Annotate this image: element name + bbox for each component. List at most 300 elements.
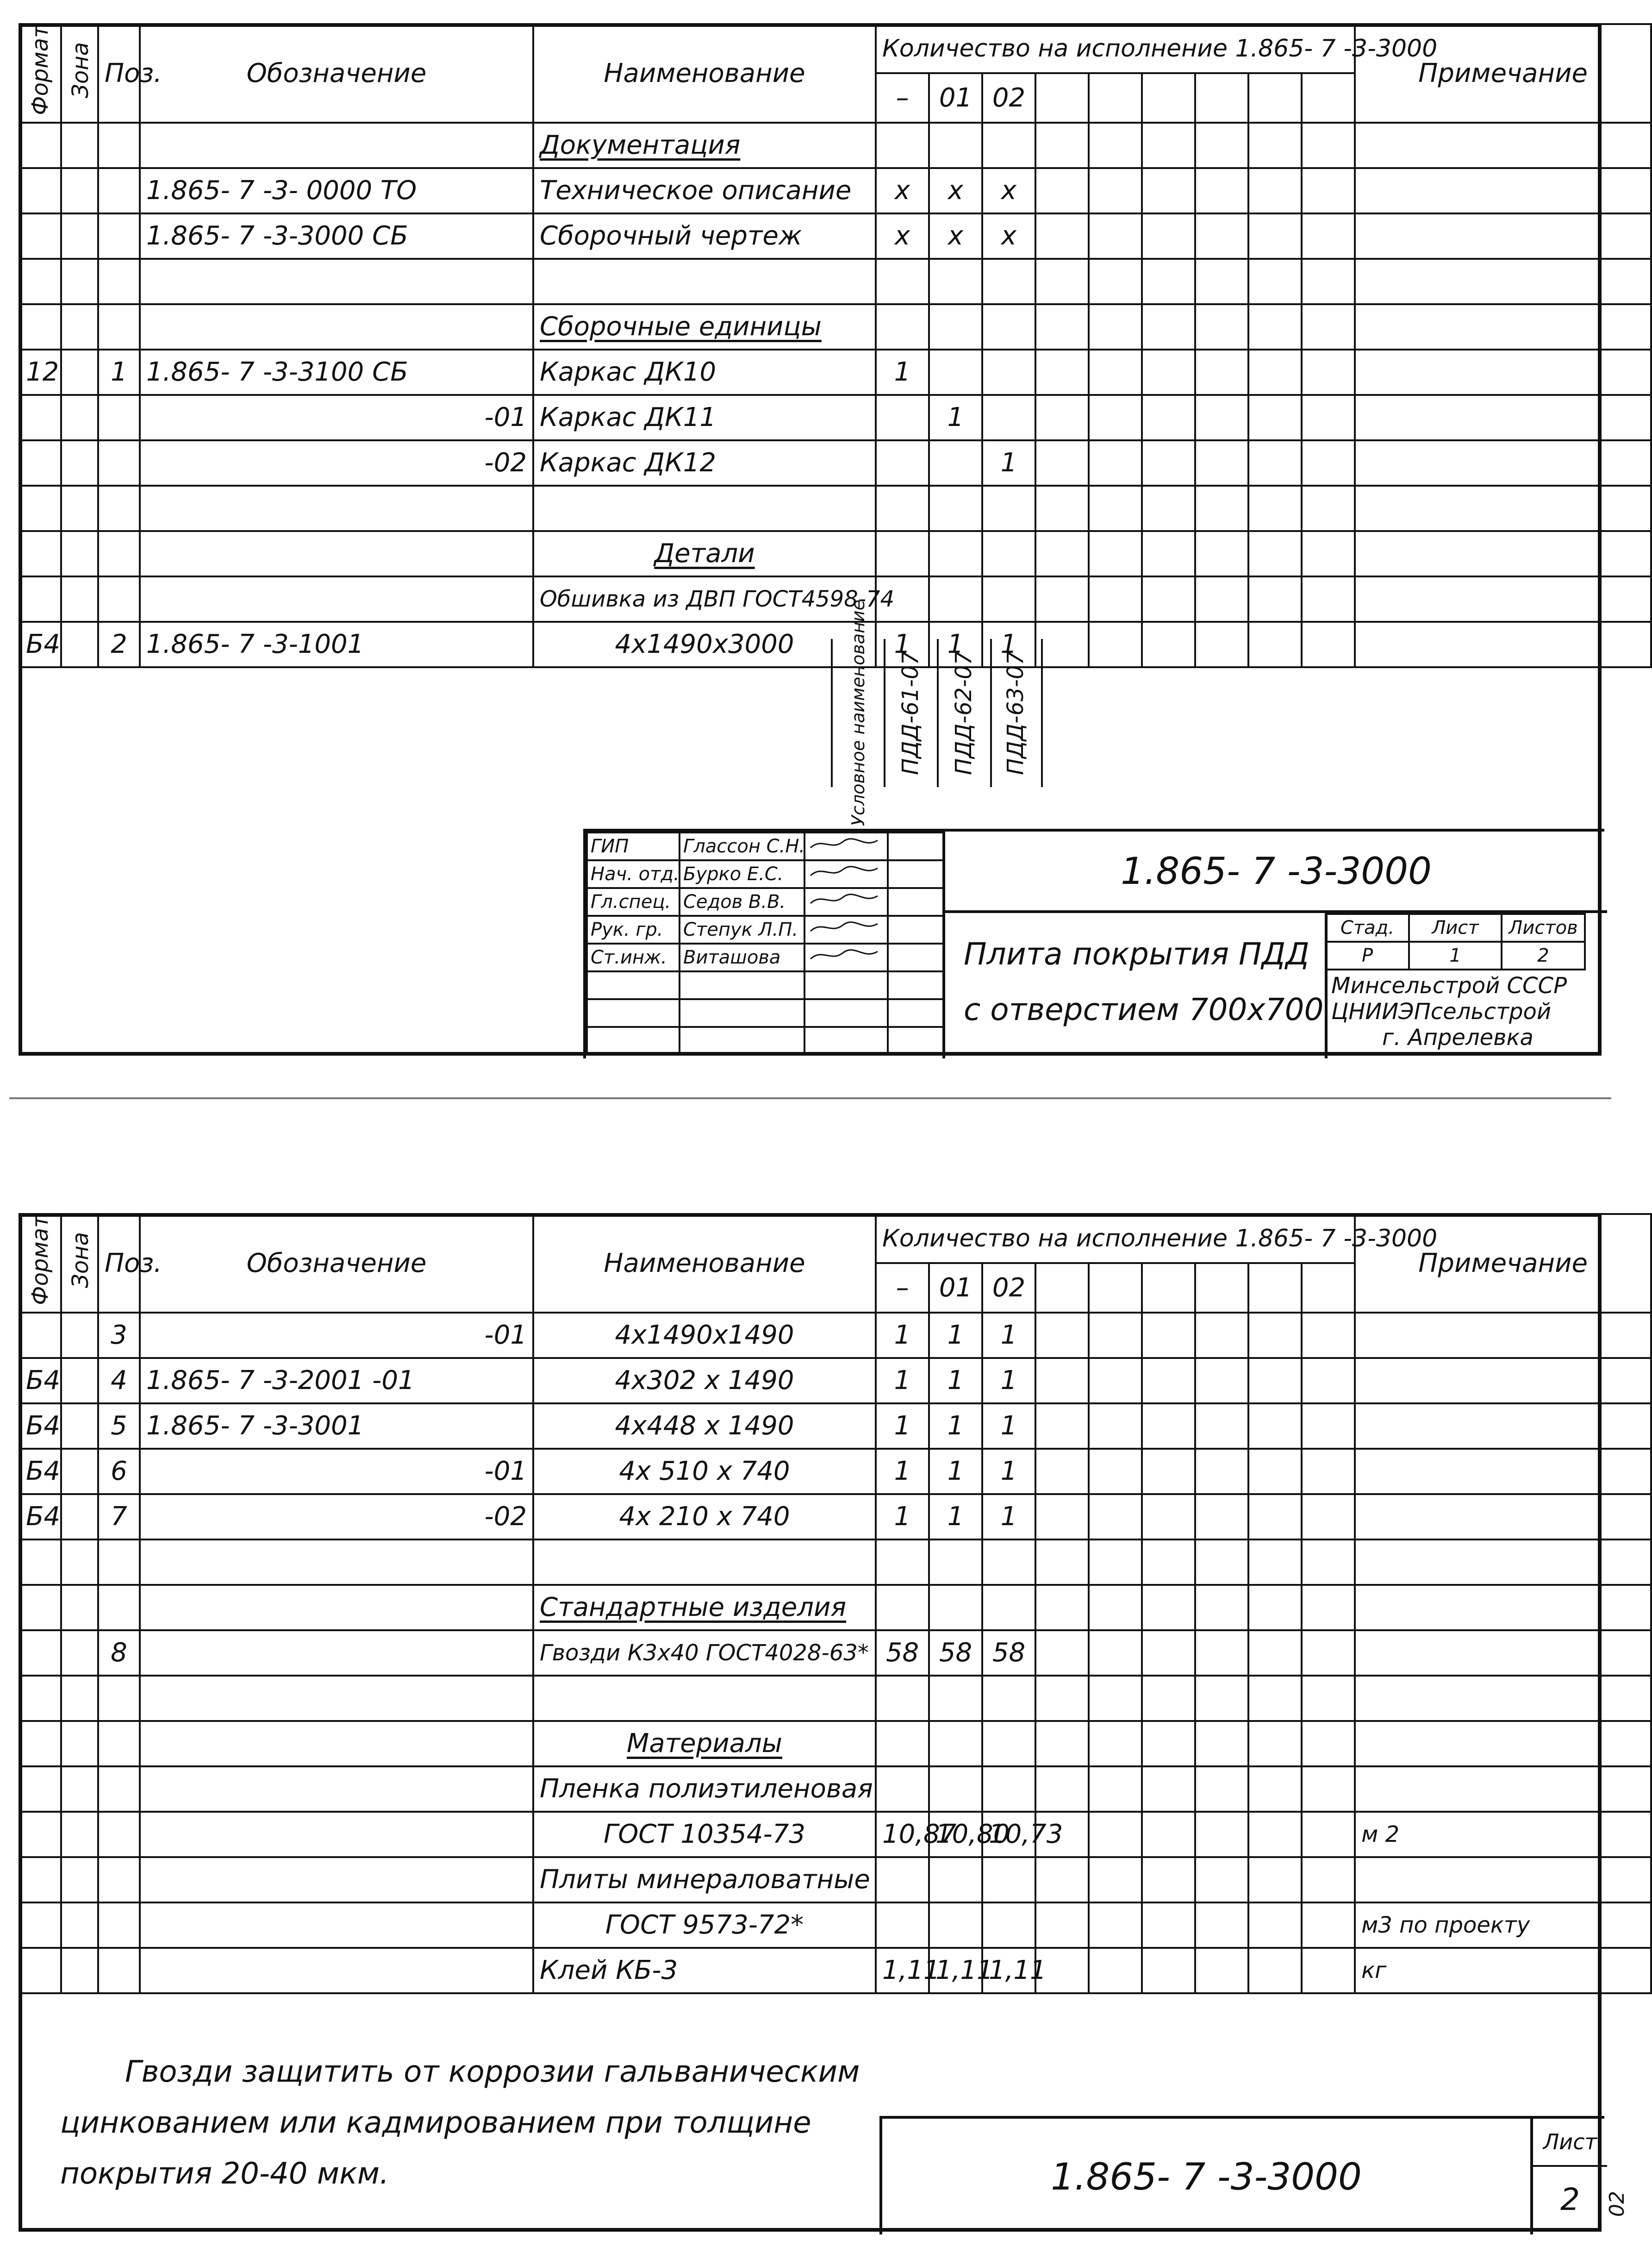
col-quantity-header: Количество на исполнение 1.865- 7 -3-3000 <box>876 24 1355 73</box>
cell-qty <box>876 1539 929 1585</box>
name-cell <box>680 1027 804 1055</box>
cell-position: 4 <box>98 1358 140 1403</box>
cell-zone <box>61 304 98 350</box>
cell-qty <box>929 576 982 622</box>
cell-designation: 1.865- 7 -3-3100 СБ <box>140 350 533 395</box>
cell-qty <box>929 123 982 168</box>
title-block-2 <box>879 2116 1604 2234</box>
col-pos-header: Поз. <box>98 24 140 123</box>
name-cell <box>680 971 804 999</box>
cell-position <box>98 1948 140 1993</box>
cell-format <box>19 1585 61 1630</box>
cell-designation: 1.865- 7 -3-2001 -01 <box>140 1358 533 1403</box>
col-zone-header: Зона <box>68 42 94 98</box>
signature-cell <box>804 888 888 916</box>
cell-note <box>1355 1313 1651 1358</box>
cell-position <box>98 213 140 259</box>
cell-format <box>19 1539 61 1585</box>
signatures-table <box>586 832 944 1056</box>
name-cell: Бурко Е.С. <box>680 860 804 888</box>
date-cell <box>888 832 943 860</box>
cell-designation <box>140 123 533 168</box>
cell-note <box>1355 168 1651 213</box>
cell-qty <box>876 304 929 350</box>
table-row <box>19 213 1651 259</box>
cell-zone <box>61 350 98 395</box>
cell-qty <box>982 1721 1035 1766</box>
col-designation-header: Обозначение <box>140 24 533 123</box>
document-number: 1.865- 7 -3-3000 <box>1121 849 1432 893</box>
cell-qty: 1 <box>876 1313 929 1358</box>
cell-note <box>1355 440 1651 486</box>
cell-qty: x <box>982 168 1035 213</box>
cell-designation: -01 <box>140 1313 533 1358</box>
cell-zone <box>61 1585 98 1630</box>
cell-designation: 1.865- 7 -3-3001 <box>140 1403 533 1449</box>
cell-format <box>19 576 61 622</box>
cell-qty <box>982 304 1035 350</box>
conditional-value: ПДД-63-07 <box>1003 651 1029 775</box>
role-cell: Рук. гр. <box>587 916 680 944</box>
table-row <box>19 1812 1651 1857</box>
signature-cell <box>804 999 888 1027</box>
footnote-line: цинкованием или кадмированием при толщине <box>60 2106 811 2140</box>
sheet-value: 2 <box>1560 2181 1580 2217</box>
cell-zone <box>61 576 98 622</box>
table-row <box>19 1630 1651 1676</box>
cell-position: 1 <box>98 350 140 395</box>
cell-name: ГОСТ 9573-72* <box>533 1902 876 1948</box>
cell-name: Каркас ДК11 <box>533 395 876 440</box>
variant-header: 01 <box>929 73 982 122</box>
table-row <box>19 1948 1651 1993</box>
table-row <box>19 1494 1651 1539</box>
cell-format: Б4 <box>19 1403 61 1449</box>
cell-note: кг <box>1355 1948 1651 1993</box>
cell-qty <box>929 1902 982 1948</box>
cell-designation <box>140 259 533 304</box>
cell-qty <box>982 259 1035 304</box>
cell-designation: 1.865- 7 -3-1001 <box>140 622 533 667</box>
cell-qty: 1 <box>876 1494 929 1539</box>
cell-designation: 1.865- 7 -3- 0000 ТО <box>140 168 533 213</box>
cell-position <box>98 168 140 213</box>
cell-qty: 1,11 <box>929 1948 982 1993</box>
cell-format <box>19 486 61 531</box>
date-cell <box>888 860 943 888</box>
cell-qty: 1 <box>929 622 982 667</box>
document-title-line1: Плита покрытия ПДД <box>964 936 1309 972</box>
cell-name: Клей КБ-3 <box>533 1948 876 1993</box>
name-cell <box>680 999 804 1027</box>
cell-name: Пленка полиэтиленовая <box>533 1766 876 1812</box>
signature-cell <box>804 1027 888 1055</box>
cell-qty <box>982 576 1035 622</box>
cell-note <box>1355 1403 1651 1449</box>
variant-header: 02 <box>982 73 1035 122</box>
signature-cell <box>804 916 888 944</box>
date-cell <box>888 971 943 999</box>
cell-zone <box>61 486 98 531</box>
cell-designation: -02 <box>140 440 533 486</box>
cell-format <box>19 1721 61 1766</box>
cell-note <box>1355 1449 1651 1494</box>
signature-cell <box>804 971 888 999</box>
cell-position <box>98 123 140 168</box>
cell-zone <box>61 1721 98 1766</box>
table-row <box>19 486 1651 531</box>
cell-designation <box>140 531 533 576</box>
role-cell: Ст.инж. <box>587 944 680 971</box>
cell-note <box>1355 1721 1651 1766</box>
cell-designation <box>140 1630 533 1676</box>
cell-qty <box>982 395 1035 440</box>
role-cell <box>587 999 680 1027</box>
cell-format: Б4 <box>19 1494 61 1539</box>
cell-qty: x <box>876 213 929 259</box>
sheets-value: 2 <box>1502 942 1585 970</box>
cell-name: 4x 210 x 740 <box>533 1494 876 1539</box>
cell-qty: 1 <box>982 1403 1035 1449</box>
footnote <box>60 2046 860 2199</box>
cell-qty <box>929 1676 982 1721</box>
cell-qty <box>982 123 1035 168</box>
signature-scribble <box>808 835 882 853</box>
cell-qty <box>929 486 982 531</box>
cell-qty: 1 <box>876 350 929 395</box>
cell-name: 4x448 x 1490 <box>533 1403 876 1449</box>
table-row <box>19 1902 1651 1948</box>
cell-name <box>533 259 876 304</box>
header-row-1 <box>19 24 1651 73</box>
cell-qty <box>876 1721 929 1766</box>
cell-designation: 1.865- 7 -3-3000 СБ <box>140 213 533 259</box>
cell-position <box>98 440 140 486</box>
conditional-value: ПДД-61-07 <box>897 651 923 775</box>
header-row-1 <box>19 1214 1651 1263</box>
role-cell <box>587 971 680 999</box>
cell-qty: 1 <box>982 1449 1035 1494</box>
name-cell: Степук Л.П. <box>680 916 804 944</box>
cell-note <box>1355 304 1651 350</box>
cell-qty <box>929 1766 982 1812</box>
spec-rows-1 <box>19 123 1651 668</box>
cell-qty: 1 <box>982 1313 1035 1358</box>
cell-zone <box>61 1812 98 1857</box>
cell-zone <box>61 622 98 667</box>
cell-name: 4x1490x3000 <box>533 622 876 667</box>
cell-name: 4x 510 x 740 <box>533 1449 876 1494</box>
stage-value: Р <box>1326 942 1409 970</box>
conditional-names <box>831 600 1041 826</box>
cell-qty <box>982 350 1035 395</box>
cell-qty <box>876 1766 929 1812</box>
cell-designation: -02 <box>140 1494 533 1539</box>
signature-cell <box>804 860 888 888</box>
cell-name: 4x1490x1490 <box>533 1313 876 1358</box>
variant-header: 02 <box>982 1263 1035 1312</box>
table-row <box>19 123 1651 168</box>
cell-name: Каркас ДК12 <box>533 440 876 486</box>
cell-qty: 58 <box>929 1630 982 1676</box>
cell-zone <box>61 213 98 259</box>
cell-note <box>1355 350 1651 395</box>
cell-name: Каркас ДК10 <box>533 350 876 395</box>
table-row <box>19 168 1651 213</box>
date-cell <box>888 888 943 916</box>
table-row <box>19 440 1651 486</box>
cell-zone <box>61 1948 98 1993</box>
table-row <box>19 1585 1651 1630</box>
cell-position <box>98 1676 140 1721</box>
cell-designation <box>140 1585 533 1630</box>
cell-zone <box>61 168 98 213</box>
cell-qty: 1 <box>929 1403 982 1449</box>
cell-qty <box>982 1539 1035 1585</box>
cell-position: 8 <box>98 1630 140 1676</box>
cell-qty: 10,73 <box>982 1812 1035 1857</box>
cell-format: 12 <box>19 350 61 395</box>
cell-note <box>1355 1539 1651 1585</box>
cell-designation <box>140 1857 533 1902</box>
table-row <box>19 1721 1651 1766</box>
cell-qty: 1 <box>876 622 929 667</box>
cell-format <box>19 213 61 259</box>
footnote-line: Гвозди защитить от коррозии гальваническим <box>125 2055 860 2089</box>
cell-format <box>19 440 61 486</box>
org-line: Минсельстрой СССР <box>1331 973 1567 999</box>
table-row <box>19 1313 1651 1358</box>
cell-qty <box>876 486 929 531</box>
cell-designation <box>140 1948 533 1993</box>
col-zone-header: Зона <box>68 1232 94 1288</box>
cell-qty <box>876 531 929 576</box>
table-row <box>19 1539 1651 1585</box>
col-designation-header: Обозначение <box>140 1214 533 1313</box>
signature-row <box>587 832 943 860</box>
cell-qty <box>876 259 929 304</box>
variant-header: – <box>876 1263 929 1312</box>
sheets-label: Листов <box>1502 914 1585 942</box>
cell-format <box>19 1902 61 1948</box>
cell-zone <box>61 1766 98 1812</box>
signature-row <box>587 1027 943 1055</box>
org-line: г. Апрелевка <box>1382 1025 1534 1051</box>
margin-number: 02 <box>1605 2191 1629 2217</box>
cell-qty: x <box>929 168 982 213</box>
table-row <box>19 259 1651 304</box>
role-cell: Нач. отд. <box>587 860 680 888</box>
table-row <box>19 1766 1651 1812</box>
cell-note: м 2 <box>1355 1812 1651 1857</box>
cell-qty <box>929 440 982 486</box>
signature-scribble <box>808 946 882 964</box>
signature-row <box>587 999 943 1027</box>
conditional-value: ПДД-62-07 <box>950 651 977 775</box>
cell-qty <box>982 1857 1035 1902</box>
table-row <box>19 304 1651 350</box>
cell-qty: 1 <box>876 1358 929 1403</box>
cell-format <box>19 1313 61 1358</box>
cell-format <box>19 168 61 213</box>
cell-qty: 1 <box>929 395 982 440</box>
sheet-label: Лист <box>1409 914 1502 942</box>
cell-position: 7 <box>98 1494 140 1539</box>
date-cell <box>888 916 943 944</box>
cell-position <box>98 1857 140 1902</box>
cell-zone <box>61 259 98 304</box>
role-cell: Гл.спец. <box>587 888 680 916</box>
cell-position: 3 <box>98 1313 140 1358</box>
cell-position <box>98 486 140 531</box>
table-row <box>19 1403 1651 1449</box>
cell-zone <box>61 1358 98 1403</box>
cell-designation <box>140 1766 533 1812</box>
cell-designation <box>140 1539 533 1585</box>
cell-format <box>19 1812 61 1857</box>
cell-zone <box>61 1630 98 1676</box>
cell-position: 2 <box>98 622 140 667</box>
signature-row <box>587 860 943 888</box>
cell-format <box>19 531 61 576</box>
col-pos-header: Поз. <box>98 1214 140 1313</box>
cell-zone <box>61 1676 98 1721</box>
cell-note <box>1355 486 1651 531</box>
col-note-header: Примечание <box>1355 24 1651 123</box>
sheet-value: 1 <box>1409 942 1502 970</box>
cell-name: Материалы <box>533 1721 876 1766</box>
cell-qty: 1 <box>876 1449 929 1494</box>
cell-format <box>19 1630 61 1676</box>
signature-scribble <box>808 863 882 881</box>
cell-name: Сборочный чертеж <box>533 213 876 259</box>
table-row <box>19 1676 1651 1721</box>
cell-zone <box>61 440 98 486</box>
cell-format <box>19 259 61 304</box>
cell-name <box>533 486 876 531</box>
sheet-label: Лист <box>1533 2119 1607 2167</box>
cell-zone <box>61 1403 98 1449</box>
title-block-1 <box>583 829 1604 1058</box>
cell-qty: 1 <box>982 440 1035 486</box>
signature-cell <box>804 832 888 860</box>
signature-scribble <box>808 918 882 937</box>
cell-qty <box>876 1585 929 1630</box>
cell-qty: 1 <box>929 1449 982 1494</box>
cell-qty <box>982 1766 1035 1812</box>
cell-note <box>1355 1630 1651 1676</box>
spec-table-2 <box>19 1213 1652 1994</box>
cell-note <box>1355 395 1651 440</box>
signature-row <box>587 916 943 944</box>
cell-designation <box>140 1812 533 1857</box>
conditional-label: Условное наименование <box>848 600 868 826</box>
cell-qty: 1 <box>982 1494 1035 1539</box>
cell-qty: 10,87 <box>876 1812 929 1857</box>
cell-note <box>1355 1358 1651 1403</box>
footnote-line: покрытия 20-40 мкм. <box>60 2157 389 2191</box>
cell-note: м3 по проекту <box>1355 1902 1651 1948</box>
col-format-header: Формат <box>27 1215 53 1305</box>
cell-position <box>98 304 140 350</box>
cell-note <box>1355 1676 1651 1721</box>
cell-format <box>19 1676 61 1721</box>
name-cell: Седов В.В. <box>680 888 804 916</box>
cell-zone <box>61 123 98 168</box>
spec-table-1 <box>19 23 1652 668</box>
cell-position <box>98 1902 140 1948</box>
cell-zone <box>61 1449 98 1494</box>
cell-designation: -01 <box>140 395 533 440</box>
cell-format <box>19 395 61 440</box>
cell-name: Гвозди К3x40 ГОСТ4028-63* <box>533 1630 876 1676</box>
cell-qty: 1 <box>982 622 1035 667</box>
table-row <box>19 350 1651 395</box>
document-number: 1.865- 7 -3-3000 <box>1051 2155 1362 2198</box>
cell-qty <box>929 350 982 395</box>
cell-qty: 1,11 <box>876 1948 929 1993</box>
cell-designation <box>140 1676 533 1721</box>
cell-name: Документация <box>533 123 876 168</box>
cell-name <box>533 1539 876 1585</box>
cell-name: Детали <box>533 531 876 576</box>
cell-note <box>1355 1494 1651 1539</box>
cell-format <box>19 1948 61 1993</box>
spec-rows-2 <box>19 1313 1651 1993</box>
cell-zone <box>61 395 98 440</box>
cell-qty <box>876 440 929 486</box>
document-title-line2: с отверстием 700x700 <box>964 992 1324 1027</box>
col-name-header: Наименование <box>533 24 876 123</box>
cell-qty: 1 <box>929 1313 982 1358</box>
role-cell: ГИП <box>587 832 680 860</box>
cell-note <box>1355 1857 1651 1902</box>
organization <box>1331 973 1567 1051</box>
cell-format: Б4 <box>19 1358 61 1403</box>
cell-qty <box>929 1721 982 1766</box>
page-separator <box>9 1097 1611 1099</box>
cell-qty <box>929 304 982 350</box>
cell-qty <box>929 531 982 576</box>
date-cell <box>888 944 943 971</box>
cell-position: 5 <box>98 1403 140 1449</box>
cell-note <box>1355 259 1651 304</box>
signature-scribble <box>808 890 882 909</box>
cell-position <box>98 1539 140 1585</box>
cell-qty: 58 <box>982 1630 1035 1676</box>
cell-format <box>19 1766 61 1812</box>
cell-designation: -01 <box>140 1449 533 1494</box>
cell-qty: 1 <box>876 1403 929 1449</box>
cell-designation <box>140 1902 533 1948</box>
cell-name: Плиты минераловатные <box>533 1857 876 1902</box>
table-row <box>19 576 1651 622</box>
cell-zone <box>61 531 98 576</box>
table-row <box>19 1358 1651 1403</box>
cell-format <box>19 1857 61 1902</box>
cell-designation <box>140 1721 533 1766</box>
cell-designation <box>140 486 533 531</box>
signature-row <box>587 888 943 916</box>
cell-name <box>533 1676 876 1721</box>
variant-header: – <box>876 73 929 122</box>
cell-zone <box>61 1539 98 1585</box>
cell-qty <box>929 1857 982 1902</box>
cell-name: Техническое описание <box>533 168 876 213</box>
cell-qty <box>982 1585 1035 1630</box>
cell-position <box>98 1585 140 1630</box>
cell-name: ГОСТ 10354-73 <box>533 1812 876 1857</box>
